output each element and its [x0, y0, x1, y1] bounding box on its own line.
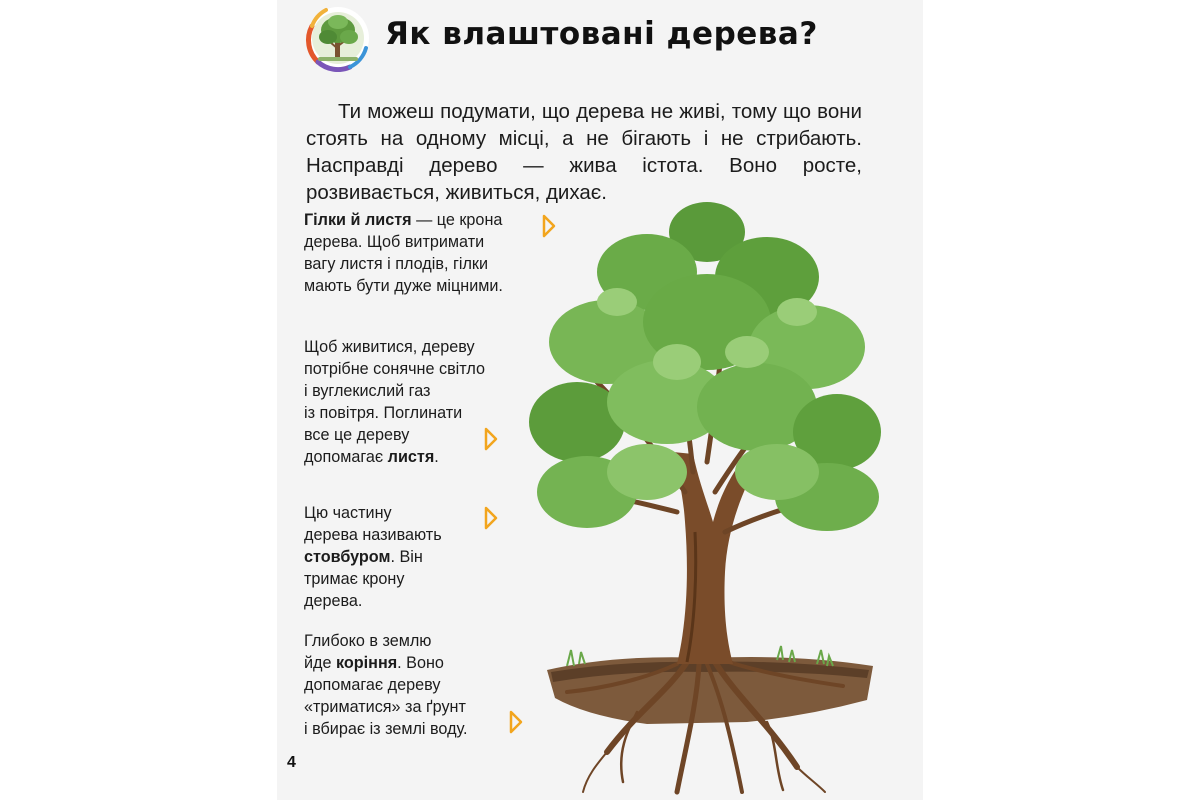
note-roots: Глибоко в землю йде коріння. Воно допомагає дереву «триматися» за ґрунт і вбирає із землі воду. — [304, 632, 468, 738]
book-page — [277, 0, 923, 800]
tree-with-roots-illustration — [527, 192, 883, 800]
note-leaves: Щоб живитися, дереву потрібне сонячне світло і вуглекислий газ із повітря. Поглинати все це дереву допомагає листя. — [304, 338, 485, 466]
pointer-arrow-icon — [483, 505, 499, 531]
page-number: 4 — [287, 754, 296, 771]
page-title: Як влаштовані дерева? — [385, 16, 818, 52]
note-crown: Гілки й листя — це крона дерева. Щоб витримати вагу листя і плодів, гілки мають бути дуже міцними. — [304, 211, 503, 295]
intro-paragraph: Ти можеш подумати, що дерева не живі, тому що вони стоять на одному місці, а не бігають і не стрибають. Насправді дерево — жива істота. Воно росте, розвивається, живиться, дихає. — [306, 100, 862, 204]
note-trunk: Цю частину дерева називають стовбуром. Він тримає крону дерева. — [304, 504, 442, 610]
term-leaves: листя — [387, 448, 435, 466]
term-trunk: стовбуром — [304, 548, 391, 566]
pointer-arrow-icon — [483, 426, 499, 452]
pointer-arrow-icon — [508, 709, 524, 735]
term-roots: коріння — [336, 654, 398, 672]
tree-emblem-icon — [304, 4, 370, 72]
term-crown: Гілки й листя — [304, 211, 412, 229]
